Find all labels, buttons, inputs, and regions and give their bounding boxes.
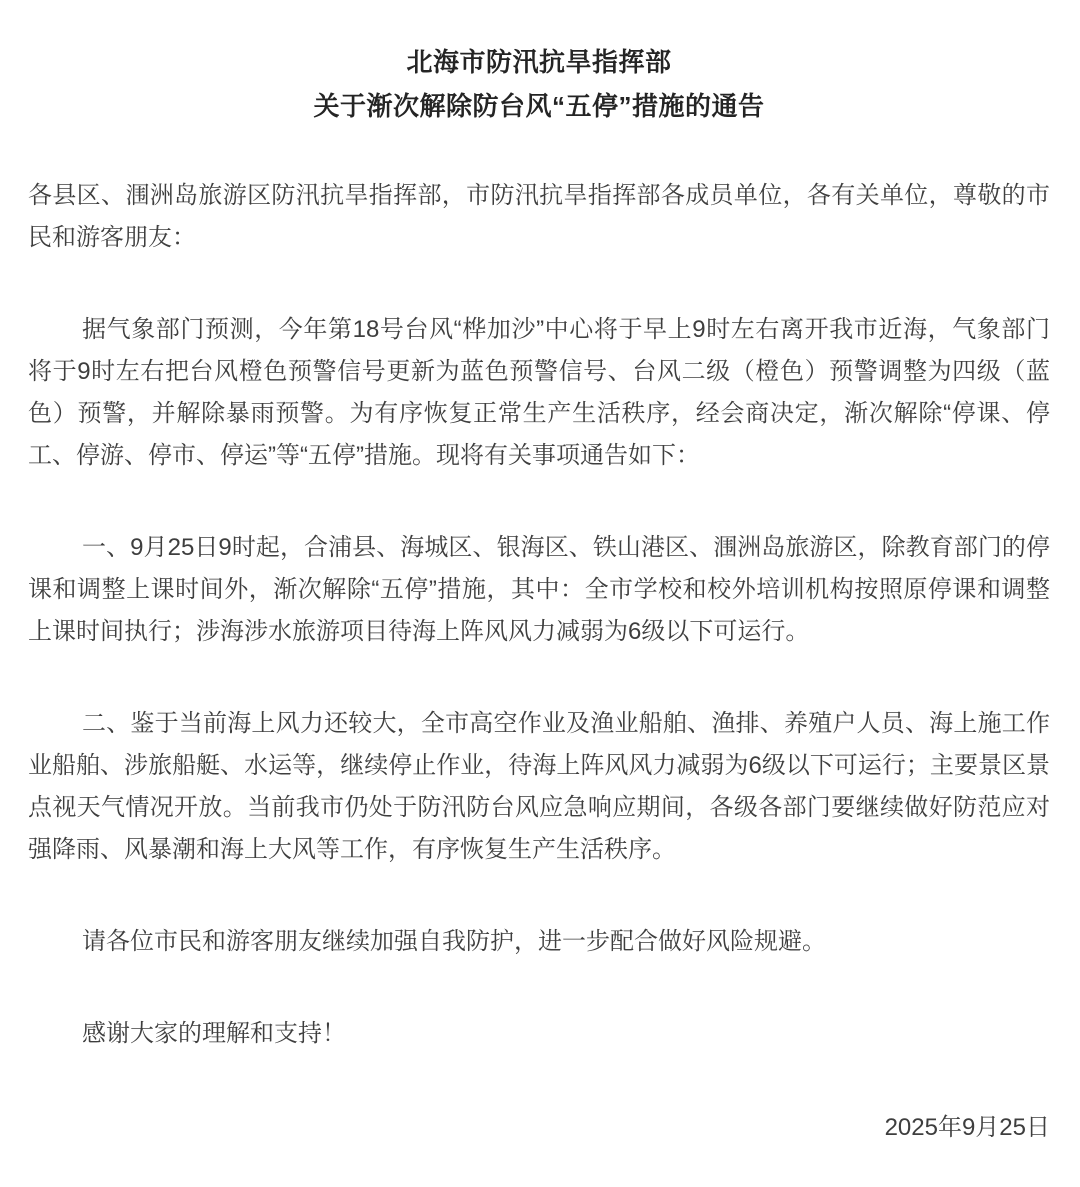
notice-title-line2: 关于渐次解除防台风“五停”措施的通告 — [313, 91, 765, 121]
body-paragraph-thanks: 感谢大家的理解和支持！ — [82, 1020, 346, 1047]
date-line: 2025年9月25日 — [884, 1114, 1050, 1141]
body-paragraph-advice: 请各位市民和游客朋友继续加强自我防护，进一步配合做好风险规避。 — [82, 928, 826, 955]
notice-footer — [28, 1107, 1050, 1149]
body-paragraph-forecast: 据气象部门预测，今年第18号台风“桦加沙”中心将于早上9时左右离开我市近海，气象部门将于9时左右把台风橙色预警信号更新为蓝色预警信号、台风二级（橙色）预警调整为四级（蓝色）预警，并解除暴雨预警。为有序恢复正常生产生活秩序，经会商决定，渐次解除“停课、停工、停游、停市、停运”等“五停”措施。现将有关事项通告如下： — [28, 316, 1050, 469]
body-paragraph-item-two: 二、鉴于当前海上风力还较大，全市高空作业及渔业船舶、渔排、养殖户人员、海上施工作业船舶、涉旅船艇、水运等，继续停止作业，待海上阵风风力减弱为6级以下可运行；主要景区景点视天气情况开放。当前我市仍处于防汛防台风应急响应期间，各级各部门要继续做好防范应对强降雨、风暴潮和海上大风等工作，有序恢复生产生活秩序。 — [28, 710, 1050, 863]
notice-body — [28, 175, 1050, 1055]
notice-header — [28, 40, 1050, 128]
body-paragraph-item-one: 一、9月25日9时起，合浦县、海城区、银海区、铁山港区、涠洲岛旅游区，除教育部门的停课和调整上课时间外，渐次解除“五停”措施，其中：全市学校和校外培训机构按照原停课和调整上课时间执行；涉海涉水旅游项目待海上阵风风力减弱为6级以下可运行。 — [28, 534, 1050, 645]
salutation-paragraph: 各县区、涠洲岛旅游区防汛抗旱指挥部，市防汛抗旱指挥部各成员单位，各有关单位，尊敬的市民和游客朋友： — [28, 182, 1050, 251]
notice-title-line1: 北海市防汛抗旱指挥部 — [406, 47, 672, 77]
